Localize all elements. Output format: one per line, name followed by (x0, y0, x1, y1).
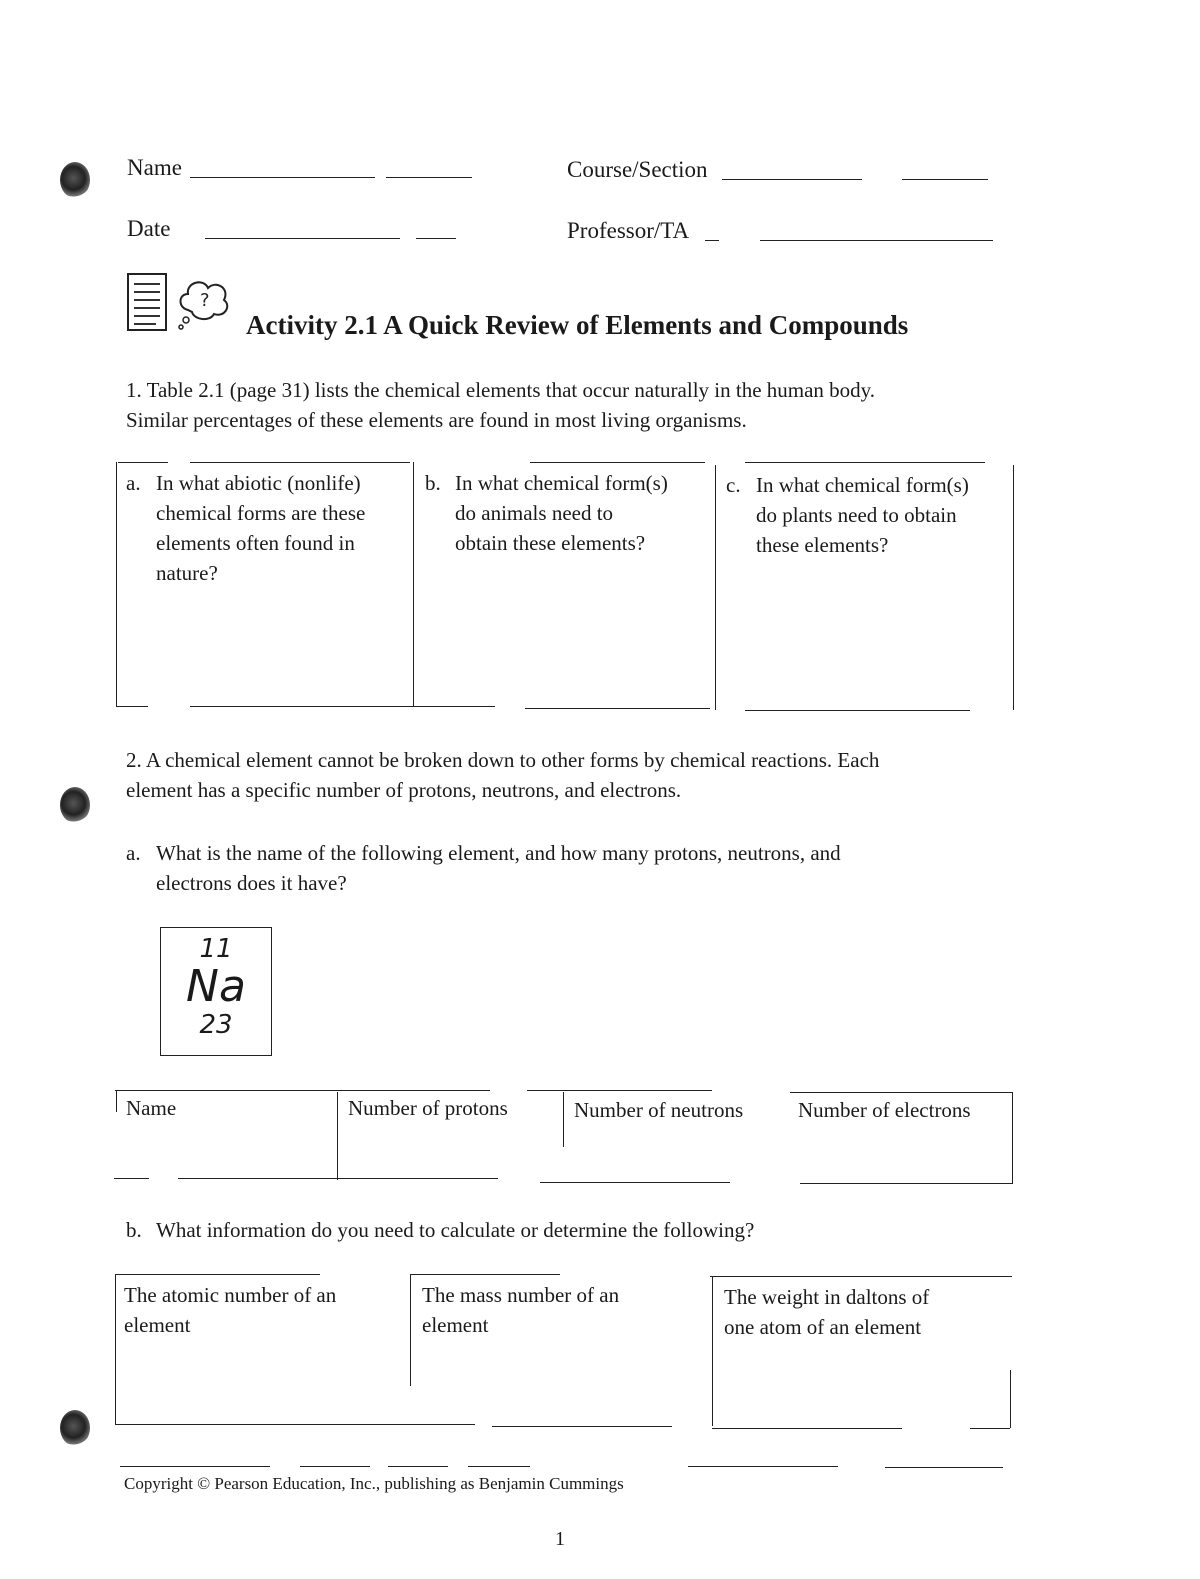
q1-cell-a-line: nature? (156, 561, 218, 585)
q1-cell-b-line: do animals need to (455, 501, 614, 525)
atomic-number: 11 (199, 934, 233, 964)
course-section-field-extension (902, 179, 988, 180)
binder-hole-middle (60, 787, 90, 823)
date-field-extension (416, 238, 456, 239)
table-header-electrons: Number of electrons (798, 1098, 971, 1122)
q1-cell-b[interactable] (425, 468, 710, 568)
q1-cell-b-label: b. (425, 471, 441, 495)
table-header-neutrons: Number of neutrons (574, 1098, 744, 1122)
worksheet-icon (126, 272, 234, 334)
q2b-cell-line: The mass number of an (422, 1283, 620, 1307)
table-header-name: Name (126, 1096, 177, 1120)
q2b-cell-line: The atomic number of an (124, 1283, 337, 1307)
q1-text-line2: Similar percentages of these elements are found in most living organisms. (126, 408, 747, 432)
professor-ta-field-lead (705, 240, 719, 241)
professor-ta-field[interactable] (760, 240, 993, 241)
q2b-label: b. (126, 1218, 142, 1242)
q1-cell-a[interactable] (126, 468, 406, 598)
table-header-protons: Number of protons (348, 1096, 508, 1120)
name-field[interactable] (190, 177, 375, 178)
copyright-notice: Copyright © Pearson Education, Inc., publishing as Benjamin Cummings (124, 1474, 624, 1493)
q2a-question (126, 838, 1006, 898)
q2b-cell-weight-daltons[interactable] (724, 1282, 1004, 1342)
q2a-text-line1: What is the name of the following element, and how many protons, neutrons, and (156, 841, 841, 865)
date-label: Date (127, 216, 171, 241)
q2b-question (126, 1215, 1006, 1247)
q2b-text: What information do you need to calculate or determine the following? (156, 1218, 755, 1242)
name-field-extension (386, 177, 472, 178)
q2-text-line1: 2. A chemical element cannot be broken down to other forms by chemical reactions. Each (126, 748, 880, 772)
q1-cell-c-line: do plants need to obtain (756, 503, 957, 527)
course-section-label: Course/Section (567, 157, 708, 182)
professor-ta-label: Professor/TA (567, 218, 690, 243)
q2b-cell-line: The weight in daltons of (724, 1285, 930, 1309)
q1-text-line1: 1. Table 2.1 (page 31) lists the chemical elements that occur naturally in the human body. (126, 378, 876, 402)
svg-text:?: ? (200, 290, 210, 311)
sodium-element-box (160, 927, 272, 1056)
q1-cell-a-line: elements often found in (156, 531, 355, 555)
q2b-cell-line: one atom of an element (724, 1315, 922, 1339)
binder-hole-top (60, 162, 90, 198)
q1-cell-c-label: c. (726, 473, 741, 497)
binder-hole-bottom (60, 1410, 90, 1446)
activity-title: Activity 2.1 A Quick Review of Elements and Compounds (246, 310, 909, 340)
q2b-cell-mass-number[interactable] (422, 1280, 702, 1340)
q1-cell-a-label: a. (126, 471, 141, 495)
q2b-cell-line: element (422, 1313, 489, 1337)
q1-cell-a-line: chemical forms are these (156, 501, 366, 525)
course-section-field[interactable] (722, 179, 862, 180)
q1-cell-c[interactable] (726, 470, 1011, 570)
q1-cell-a-line: In what abiotic (nonlife) (156, 471, 361, 495)
q2a-label: a. (126, 841, 141, 865)
q1-cell-b-line: obtain these elements? (455, 531, 646, 555)
element-symbol: Na (186, 961, 246, 1012)
q1-cell-b-line: In what chemical form(s) (455, 471, 668, 495)
q1-cell-c-line: these elements? (756, 533, 889, 557)
q2a-text-line2: electrons does it have? (156, 871, 347, 895)
q2-text-line2: element has a specific number of protons, neutrons, and electrons. (126, 778, 682, 802)
date-field[interactable] (205, 238, 400, 239)
name-label: Name (127, 155, 182, 180)
q2b-cell-atomic-number[interactable] (124, 1280, 404, 1340)
page-number: 1 (555, 1528, 565, 1550)
q2b-cell-line: element (124, 1313, 191, 1337)
mass-number: 23 (199, 1010, 233, 1040)
q1-cell-c-line: In what chemical form(s) (756, 473, 969, 497)
